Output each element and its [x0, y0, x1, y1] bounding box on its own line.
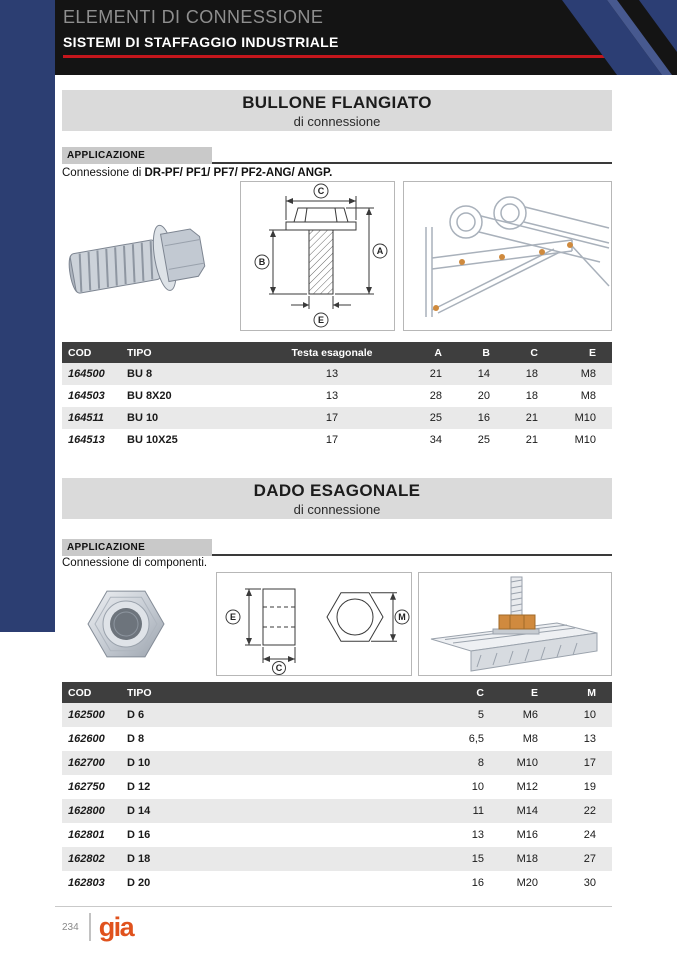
cod-cell: 162802 — [62, 847, 117, 871]
table-cell: 14 — [452, 363, 500, 385]
column-header: M — [548, 682, 612, 703]
table-cell: M12 — [494, 775, 548, 799]
caption-text: Connessione di componenti. — [62, 557, 208, 569]
bolt-product-table — [62, 342, 612, 451]
table-cell: 28 — [402, 385, 452, 407]
caption-bold-text: DR-PF/ PF1/ PF7/ PF2-ANG/ ANGP. — [144, 167, 333, 179]
table-cell: 21 — [402, 363, 452, 385]
dim-label-m: M — [398, 612, 406, 622]
table-cell: 22 — [548, 799, 612, 823]
table-row — [62, 363, 612, 385]
table-cell: 11 — [362, 799, 494, 823]
table-cell: 18 — [500, 363, 548, 385]
table-cell: 25 — [452, 429, 500, 451]
left-accent-bar — [0, 0, 55, 632]
table-row — [62, 703, 612, 727]
table-cell: 21 — [500, 407, 548, 429]
cod-cell: 164503 — [62, 385, 117, 407]
dim-label-b: B — [258, 257, 266, 267]
application-caption — [62, 167, 332, 179]
cod-cell: 164513 — [62, 429, 117, 451]
table-cell: 5 — [362, 703, 494, 727]
column-header: C — [500, 342, 548, 363]
cod-cell: 162803 — [62, 871, 117, 895]
table-cell: M10 — [548, 429, 612, 451]
column-header: E — [494, 682, 548, 703]
section-title: DADO ESAGONALE — [253, 481, 421, 500]
table-cell: 30 — [548, 871, 612, 895]
dim-label-a: A — [376, 246, 384, 256]
application-label-bar — [62, 147, 612, 164]
tipo-cell: D 12 — [117, 775, 362, 799]
cod-cell: 162801 — [62, 823, 117, 847]
table-header-row — [62, 342, 612, 363]
table-row — [62, 871, 612, 895]
cod-cell: 162750 — [62, 775, 117, 799]
tipo-cell: D 16 — [117, 823, 362, 847]
table-cell: M8 — [548, 385, 612, 407]
column-header: TIPO — [117, 682, 362, 703]
table-cell: M10 — [548, 407, 612, 429]
section-title-bar — [62, 90, 612, 131]
table-cell: 17 — [262, 407, 402, 429]
nut-product-table — [62, 682, 612, 895]
column-header: TIPO — [117, 342, 262, 363]
caption-text: Connessione di — [62, 167, 145, 179]
table-row — [62, 385, 612, 407]
table-cell: 8 — [362, 751, 494, 775]
dim-label-e: E — [229, 612, 237, 622]
dim-label-c: C — [275, 663, 283, 673]
table-cell: 20 — [452, 385, 500, 407]
application-label: APPLICAZIONE — [62, 147, 212, 164]
application-image-frame — [403, 181, 612, 331]
tipo-cell: D 6 — [117, 703, 362, 727]
cod-cell: 162800 — [62, 799, 117, 823]
cod-cell: 162500 — [62, 703, 117, 727]
header-title: ELEMENTI DI CONNESSIONE — [63, 7, 324, 27]
column-header: E — [548, 342, 612, 363]
table-row — [62, 407, 612, 429]
table-cell: 16 — [362, 871, 494, 895]
table-cell: 18 — [500, 385, 548, 407]
section-subtitle: di connessione — [293, 502, 381, 517]
nut-photo — [62, 572, 210, 676]
table-cell: 19 — [548, 775, 612, 799]
bolt-image-row — [62, 181, 612, 331]
column-header: B — [452, 342, 500, 363]
table-row — [62, 799, 612, 823]
column-header: C — [362, 682, 494, 703]
bolt-photo — [62, 181, 232, 331]
dim-label-c: C — [317, 186, 325, 196]
bolt-application-drawing — [404, 182, 611, 330]
table-row — [62, 751, 612, 775]
tipo-cell: BU 10X25 — [117, 429, 262, 451]
footer-divider — [55, 906, 612, 907]
application-label-bar — [62, 539, 612, 556]
tipo-cell: D 18 — [117, 847, 362, 871]
section-title-bar — [62, 478, 612, 519]
table-cell: M14 — [494, 799, 548, 823]
table-row — [62, 727, 612, 751]
table-cell: 21 — [500, 429, 548, 451]
table-cell: 13 — [262, 385, 402, 407]
column-header: COD — [62, 682, 117, 703]
table-row — [62, 775, 612, 799]
tipo-cell: D 10 — [117, 751, 362, 775]
footer — [62, 913, 133, 941]
header-ribbon-decoration — [487, 0, 677, 75]
application-label: APPLICAZIONE — [62, 539, 212, 556]
table-cell: 17 — [548, 751, 612, 775]
cod-cell: 162600 — [62, 727, 117, 751]
cod-cell: 164511 — [62, 407, 117, 429]
tipo-cell: BU 8 — [117, 363, 262, 385]
section-title: BULLONE FLANGIATO — [242, 93, 432, 112]
nut-image-row — [62, 572, 612, 676]
diagram-frame — [216, 572, 412, 676]
table-cell: M6 — [494, 703, 548, 727]
nut-application-drawing — [419, 573, 611, 675]
footer-separator — [89, 913, 91, 941]
table-row — [62, 847, 612, 871]
table-cell: 13 — [548, 727, 612, 751]
table-cell: 25 — [402, 407, 452, 429]
page-number: 234 — [62, 921, 79, 933]
cod-cell: 162700 — [62, 751, 117, 775]
table-cell: 10 — [362, 775, 494, 799]
table-cell: 27 — [548, 847, 612, 871]
table-header-row — [62, 682, 612, 703]
tipo-cell: D 14 — [117, 799, 362, 823]
table-cell: 15 — [362, 847, 494, 871]
application-caption — [62, 557, 207, 569]
header-text-block — [63, 7, 339, 50]
dim-label-e: E — [317, 315, 325, 325]
tipo-cell: BU 10 — [117, 407, 262, 429]
table-cell: M16 — [494, 823, 548, 847]
column-header: A — [402, 342, 452, 363]
tipo-cell: BU 8X20 — [117, 385, 262, 407]
table-cell: 16 — [452, 407, 500, 429]
page-header — [0, 0, 677, 75]
column-header: COD — [62, 342, 117, 363]
table-row — [62, 429, 612, 451]
table-cell: M10 — [494, 751, 548, 775]
column-header: Testa esagonale — [262, 342, 402, 363]
table-cell: 13 — [262, 363, 402, 385]
table-row — [62, 823, 612, 847]
tipo-cell: D 8 — [117, 727, 362, 751]
table-cell: 34 — [402, 429, 452, 451]
section-subtitle: di connessione — [293, 114, 381, 129]
gia-logo: gia — [98, 912, 134, 942]
table-cell: 6,5 — [362, 727, 494, 751]
table-cell: 17 — [262, 429, 402, 451]
table-cell: 13 — [362, 823, 494, 847]
diagram-frame — [240, 181, 395, 331]
bolt-dimension-diagram — [241, 182, 394, 330]
table-cell: M8 — [548, 363, 612, 385]
header-subtitle: SISTEMI DI STAFFAGGIO INDUSTRIALE — [63, 34, 339, 50]
cod-cell: 164500 — [62, 363, 117, 385]
table-cell: M18 — [494, 847, 548, 871]
table-cell: 10 — [548, 703, 612, 727]
table-cell: M20 — [494, 871, 548, 895]
application-image-frame — [418, 572, 612, 676]
table-cell: 24 — [548, 823, 612, 847]
nut-dimension-diagram — [217, 573, 411, 675]
table-cell: M8 — [494, 727, 548, 751]
tipo-cell: D 20 — [117, 871, 362, 895]
